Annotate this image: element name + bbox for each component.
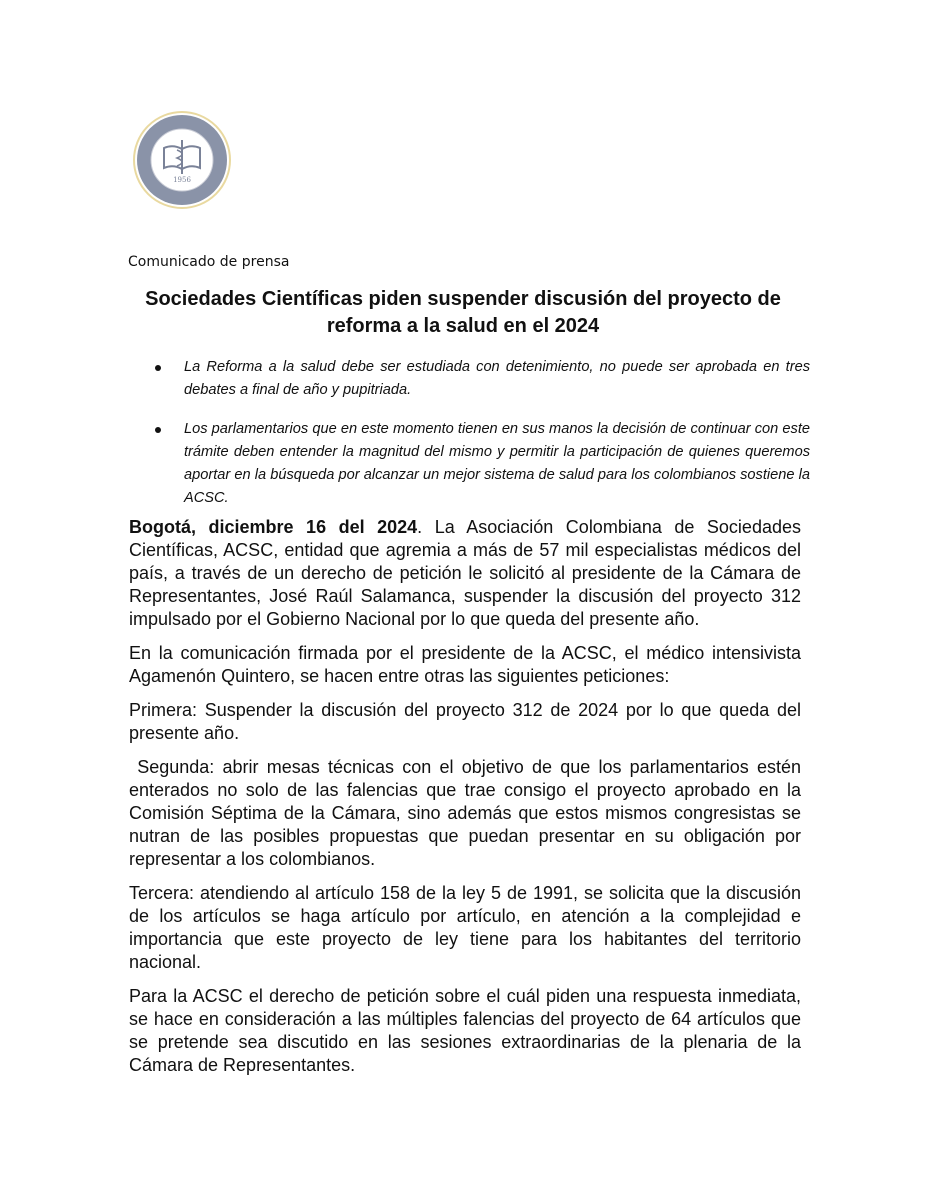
paragraph: En la comunicación firmada por el presidente de la ACSC, el médico intensivista Agamenón Quintero, se hacen entre otras las siguientes peticiones: — [129, 643, 801, 686]
bullet-item — [150, 418, 810, 510]
press-release-label: Comunicado de prensa — [128, 254, 290, 270]
svg-text:1956: 1956 — [173, 176, 191, 184]
paragraph: Primera: Suspender la discusión del proyecto 312 de 2024 por lo que queda del presente año. — [129, 700, 801, 743]
paragraph-lead — [129, 516, 801, 631]
article-body — [129, 516, 807, 1088]
headline: Sociedades Científicas piden suspender discusión del proyecto de reforma a la salud en el 2024 — [145, 288, 781, 337]
bullet-icon — [155, 365, 161, 371]
paragraph: Tercera: atendiendo al artículo 158 de la ley 5 de 1991, se solicita que la discusión de los artículos se haga artículo por artículo, en atención a la complejidad e importancia que este proyecto de ley tiene para los habitantes del territorio nacional. — [129, 883, 801, 972]
paragraph: Segunda: abrir mesas técnicas con el objetivo de que los parlamentarios estén enterados no solo de las falencias que trae consigo el proyecto aprobado en la Comisión Séptima de la Cámara, sino además que estos mismos congresistas se nutran de las posibles propuestas que puedan presentar en su obligación por representar a los colombianos. — [129, 757, 807, 869]
bullet-icon — [155, 427, 161, 433]
bullet-text: Los parlamentarios que en este momento tienen en sus manos la decisión de continuar con este trámite deben entender la magnitud del mismo y permitir la participación de quienes queremos aportar en la búsqueda por alcanzar un mejor sistema de salud para los colombianos sostiene la ACSC. — [184, 421, 810, 506]
acsc-logo — [132, 110, 232, 210]
lead-text: . La Asociación Colombiana de Sociedades Científicas, ACSC, entidad que agremia a más de 57 mil especialistas médicos del país, a través de un derecho de petición le solicitó al presidente de la Cámara de Representantes, José Raúl Salamanca, suspender la discusión del proyecto 312 impulsado por el Gobierno Nacional por lo que queda del presente año. — [129, 517, 801, 629]
bullet-item — [150, 356, 810, 402]
dateline: Bogotá, diciembre 16 del 2024 — [129, 517, 418, 537]
bullet-text: La Reforma a la salud debe ser estudiada con detenimiento, no puede ser aprobada en tres debates a final de año y pupitriada. — [184, 359, 810, 398]
paragraph: Para la ACSC el derecho de petición sobre el cuál piden una respuesta inmediata, se hace en consideración a las múltiples falencias del proyecto de 64 artículos que se pretende sea discutido en las sesiones extraordinarias de la plenaria de la Cámara de Representantes. — [129, 986, 801, 1075]
summary-bullets — [150, 356, 810, 526]
